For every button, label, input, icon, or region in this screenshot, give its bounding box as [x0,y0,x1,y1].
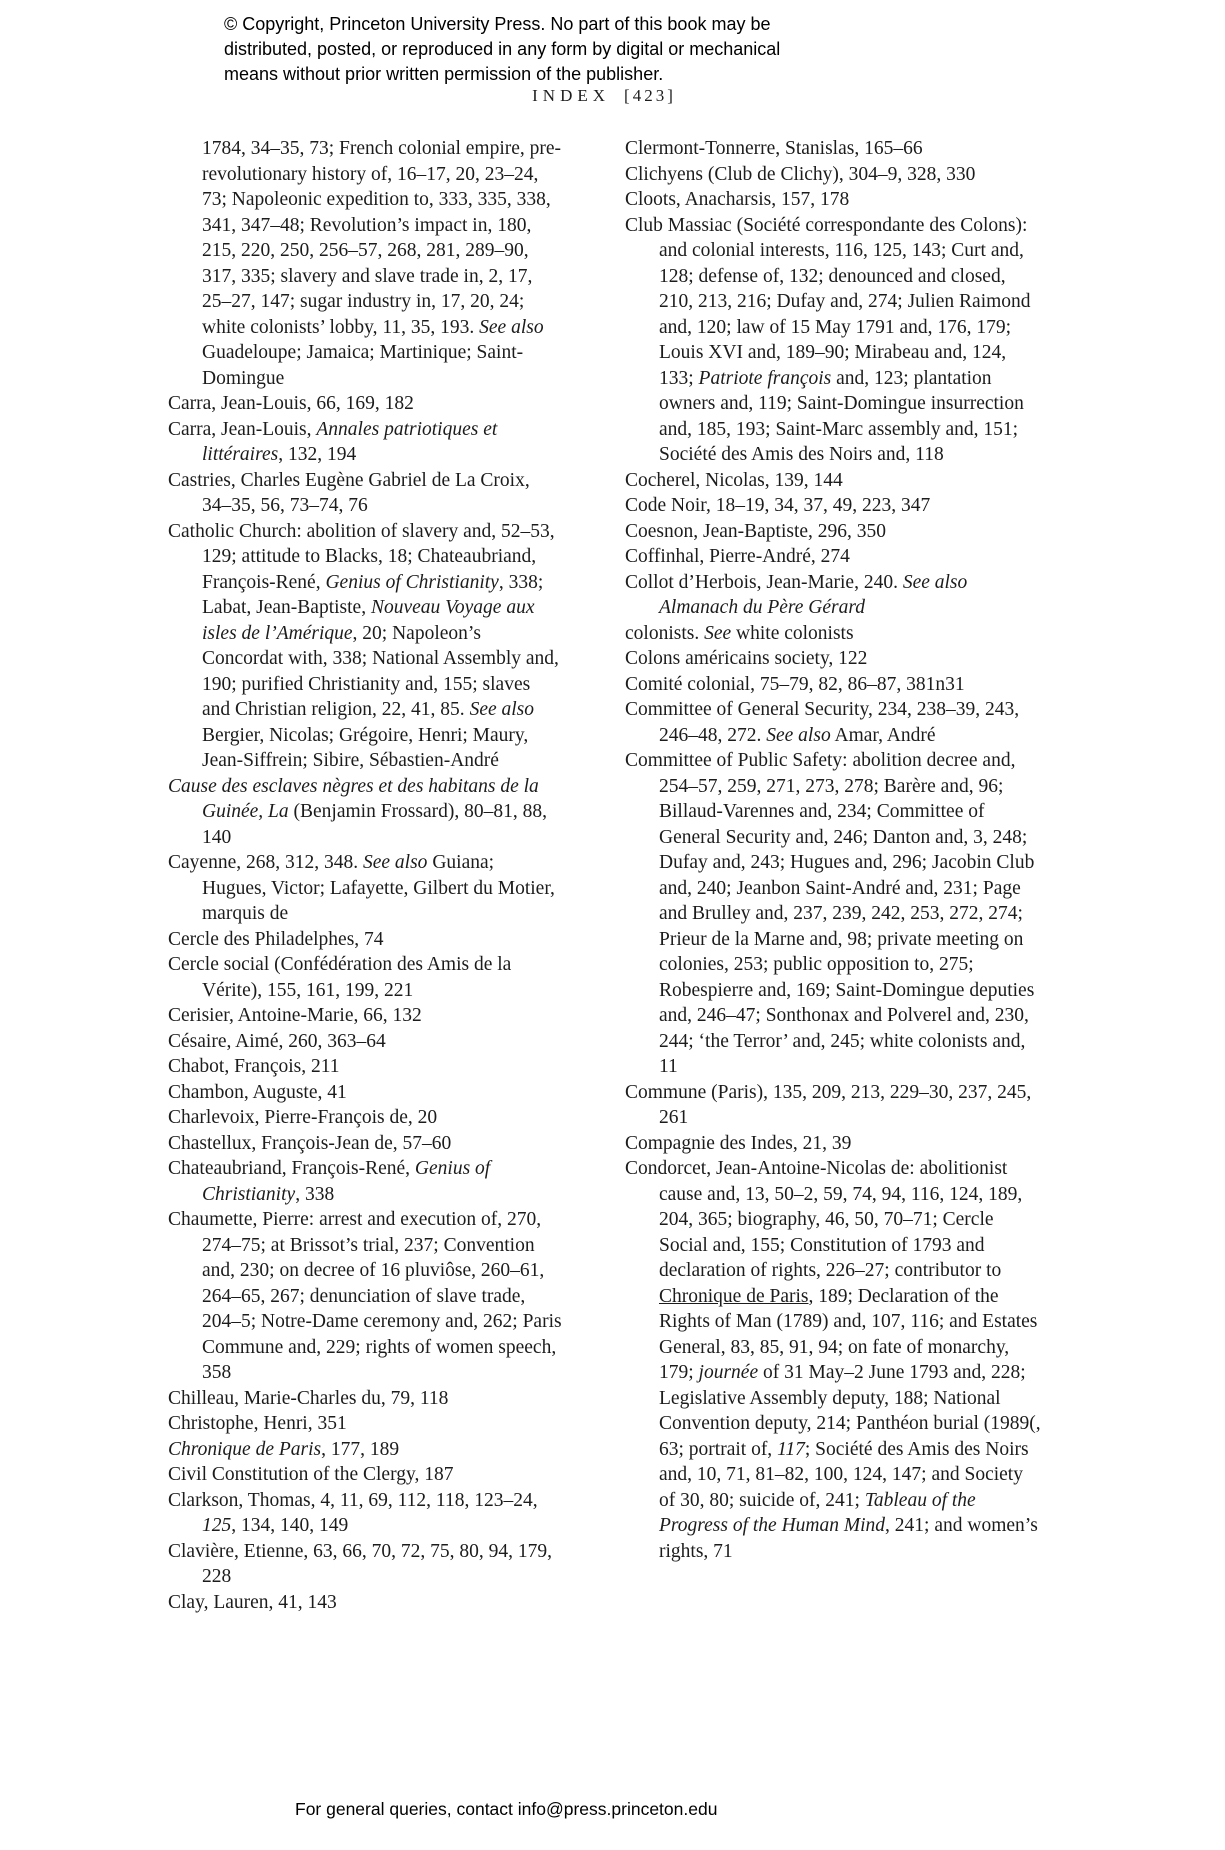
italic-text-run: Patriote françois [698,367,832,389]
text-run: Amar, André [830,724,936,746]
italic-text-run: Genius of Christianity [202,1158,491,1205]
index-entry [168,1156,562,1207]
index-entry [168,1207,562,1386]
italic-text-run: Chronique de Paris [168,1438,322,1460]
index-entry [625,544,1042,570]
index-entry [168,1386,562,1412]
index-entry [625,162,1042,188]
italic-text-run: Genius of Christianity [325,571,499,593]
index-entry [168,136,562,391]
text-run: , 20; Napoleon’s Concordat with, 338; National Assembly and, 190; purified Christianity and, 155; slaves and Christian religion, 22, 41, 85. [202,622,559,720]
text-run: Coesnon, Jean-Baptiste, 296, 350 [625,520,887,542]
index-entry [625,672,1042,698]
text-run: Compagnie des Indes, 21, 39 [625,1132,852,1154]
index-entry [168,952,562,1003]
italic-text-run: See also Almanach du Père Gérard [659,571,968,618]
text-run: (Benjamin Frossard), 80–81, 88, 140 [202,801,548,848]
index-entry [625,646,1042,672]
index-entry [625,1131,1042,1157]
text-run: Cayenne, 268, 312, 348. [168,852,363,873]
text-run: , 338; Labat, Jean-Baptiste, [202,571,544,618]
index-entry [625,187,1042,213]
text-run: Charlevoix, Pierre-François de, 20 [168,1107,438,1128]
text-run: Bergier, Nicolas; Grégoire, Henri; Maury, Jean-Siffrein; Sibire, Sébastien-André [202,724,529,771]
text-run: Condorcet, Jean-Antoine-Nicolas de: abolitionist cause and, 13, 50–2, 59, 74, 94, 116, 124, 189, 204, 365; biography, 46, 50, 70–71; Cercle Social and, 155; Constitution of 1793 and declaration of rights, 226–27; contributor to [625,1158,1023,1281]
index-entry [168,417,562,468]
text-run: , 189; Declaration of the Rights of Man (1789) and, 107, 116; and Estates General, 83, 85, 91, 94; on fate of monarchy, 179; [659,1285,1038,1383]
text-run: Cloots, Anacharsis, 157, 178 [625,189,850,210]
italic-text-run: See also [766,724,831,746]
text-run: , 241; and women’s rights, 71 [659,1515,1038,1562]
text-run: 1784, 34–35, 73; French colonial empire, pre-revolutionary history of, 16–17, 20, 23–24, 73; Napoleonic expedition to, 333, 335, 338, 341, 347–48; Revolution’s impact in, 180, 215, 220, 250, 256–57, 268, 281, 289–90, 317, 335; slavery and slave trade in, 2, 17, 25–27, 147; sugar industry in, 17, 20, 24; white colonists’ lobby, 11, 35, 193. [202,138,562,338]
running-head-title: INDEX [532,86,611,105]
index-entry [168,1411,562,1437]
italic-text-run: See also [362,852,428,873]
index-entry [625,493,1042,519]
text-run: Committee of Public Safety: abolition decree and, 254–57, 259, 271, 273, 278; Barère and, 96; Billaud-Varennes and, 234; Committee of General Security and, 246; Danton and, 3, 248; Dufay and, 243; Hugues and, 296; Jacobin Club and, 240; Jeanbon Saint-André and, 231; Page and Brulley and, 237, 239, 242, 253, 272, 274; Prieur de la Marne and, 98; private meeting on colonies, 253; public opposition to, 275; Robespierre and, 169; Saint-Domingue deputies and, 246–47; Sonthonax and Polverel and, 230, 244; ‘the Terror’ and, 245; white colonists and, 11 [625,750,1035,1077]
index-entry [168,1003,562,1029]
text-run: Colons américains society, 122 [625,648,868,669]
index-entry [625,621,1042,647]
text-run: Castries, Charles Eugène Gabriel de La Croix, 34–35, 56, 73–74, 76 [168,469,530,516]
index-entry [625,1080,1042,1131]
index-entry [625,1156,1042,1564]
index-entry [168,1590,562,1616]
running-head [168,86,1040,106]
index-entry [168,1488,562,1539]
text-run: Clichyens (Club de Clichy), 304–9, 328, 330 [625,163,976,185]
copyright-notice [224,12,780,87]
text-run: Chambon, Auguste, 41 [168,1081,347,1103]
italic-text-run: Annales patriotiques et littéraires [202,418,498,465]
text-run: white colonists [731,622,854,644]
index-column-left [168,136,562,1615]
index-column-right [625,136,1042,1564]
italic-text-run: Cause des esclaves nègres et des habitans de la Guinée, La [168,775,539,822]
index-entry [168,1462,562,1488]
text-run: colonists. [625,622,705,644]
text-run: Commune (Paris), 135, 209, 213, 229–30, 237, 245, 261 [625,1081,1032,1128]
index-entry [625,519,1042,545]
text-run: , 132, 194 [278,444,357,465]
text-run: Carra, Jean-Louis, 66, 169, 182 [168,393,414,414]
italic-text-run: Nouveau Voyage aux isles de l’Amérique [202,597,535,644]
index-entry [625,748,1042,1080]
text-run: Cercle social (Confédération des Amis de la Vérite), 155, 161, 199, 221 [168,954,512,1001]
text-run: , 177, 189 [321,1438,400,1460]
index-entry [168,1080,562,1106]
text-run: Chastellux, François-Jean de, 57–60 [168,1132,452,1154]
text-run: Catholic Church: abolition of slavery and, 52–53, 129; attitude to Blacks, 18; Chateaubriand, François-René, [168,520,555,593]
underlined-text-run: Chronique de Paris [659,1285,809,1307]
index-entry [168,850,562,927]
text-run: , 338 [295,1183,335,1205]
copyright-line-2: distributed, posted, or reproduced in any form by digital or mechanical [224,39,781,59]
index-entry [625,468,1042,494]
text-run: Clermont-Tonnerre, Stanislas, 165–66 [625,138,923,159]
italic-text-run: See [704,622,732,644]
text-run: Chaumette, Pierre: arrest and execution of, 270, 274–75; at Brissot’s trial, 237; Convention and, 230; on decree of 16 pluviôse, 260–61, 264–65, 267; denunciation of slave trade, 204–5; Notre-Dame ceremony and, 262; Paris Commune and, 229; rights of women speech, 358 [168,1209,562,1383]
italic-text-run: See also [479,316,544,338]
italic-text-run: 125 [202,1515,232,1536]
italic-text-run: 117 [777,1438,805,1460]
index-entry [168,468,562,519]
text-run: Guiana; Hugues, Victor; Lafayette, Gilbert du Motier, marquis de [202,852,555,924]
text-run: of 31 May–2 June 1793 and, 228; Legislative Assembly deputy, 188; National Convention deputy, 214; Panthéon burial (1989(, 63; portrait of, [659,1362,1041,1460]
index-entry [625,570,1042,621]
text-run: , 134, 140, 149 [231,1515,349,1536]
footer-contact: For general queries, contact info@press.princeton.edu [295,1799,718,1819]
text-run: Chabot, François, 211 [168,1056,340,1077]
italic-text-run: See also [469,699,535,720]
text-run: Clavière, Etienne, 63, 66, 70, 72, 75, 80, 94, 179, 228 [168,1540,552,1587]
index-entry [625,213,1042,468]
text-run: Christophe, Henri, 351 [168,1413,347,1434]
text-run: Cerisier, Antoine-Marie, 66, 132 [168,1005,422,1026]
text-run: Club Massiac (Société correspondante des Colons): and colonial interests, 116, 125, 143; Curt and, 128; defense of, 132; denounced and closed, 210, 213, 216; Dufay and, 274; Julien Raimond and, 120; law of 15 May 1791 and, 176, 179; Louis XVI and, 189–90; Mirabeau and, 124, 133; [625,214,1031,389]
index-entry [168,1105,562,1131]
text-run: Committee of General Security, 234, 238–39, 243, 246–48, 272. [625,699,1020,746]
index-entry [625,136,1042,162]
page-number: [423] [624,86,676,105]
italic-text-run: Tableau of the Progress of the Human Mind [659,1489,976,1536]
index-entry [168,391,562,417]
text-run: Chilleau, Marie-Charles du, 79, 118 [168,1387,449,1409]
index-entry [168,774,562,851]
index-entry [168,1437,562,1463]
index-columns [168,136,1048,1615]
copyright-line-1: © Copyright, Princeton University Press. No part of this book may be [224,14,771,34]
copyright-line-3: means without prior written permission of the publisher. [224,64,664,84]
text-run: Civil Constitution of the Clergy, 187 [168,1464,454,1485]
text-run: Guadeloupe; Jamaica; Martinique; Saint-Domingue [202,342,524,389]
text-run: Clarkson, Thomas, 4, 11, 69, 112, 118, 123–24, [168,1489,538,1511]
index-entry [168,1539,562,1590]
index-entry [168,1029,562,1055]
index-entry [168,927,562,953]
index-entry [625,697,1042,748]
text-run: Cercle des Philadelphes, 74 [168,928,384,950]
text-run: Césaire, Aimé, 260, 363–64 [168,1030,386,1052]
text-run: Chateaubriand, François-René, [168,1158,415,1179]
text-run: Carra, Jean-Louis, [168,418,317,440]
italic-text-run: journée [698,1362,759,1383]
index-entry [168,519,562,774]
text-run: Collot d’Herbois, Jean-Marie, 240. [625,571,903,593]
text-run: ; Société des Amis des Noirs and, 10, 71, 81–82, 100, 124, 147; and Society of 30, 80; suicide of, 241; [659,1438,1029,1511]
text-run: Coffinhal, Pierre-André, 274 [625,546,850,567]
index-entry [168,1131,562,1157]
text-run: Cocherel, Nicolas, 139, 144 [625,469,843,491]
text-run: Comité colonial, 75–79, 82, 86–87, 381n31 [625,673,965,695]
index-entry [168,1054,562,1080]
text-run: Code Noir, 18–19, 34, 37, 49, 223, 347 [625,495,931,516]
text-run: and, 123; plantation owners and, 119; Saint-Domingue insurrection and, 185, 193; Saint-Marc assembly and, 151; Société des Amis des Noirs and, 118 [659,367,1024,465]
text-run: Clay, Lauren, 41, 143 [168,1591,337,1613]
